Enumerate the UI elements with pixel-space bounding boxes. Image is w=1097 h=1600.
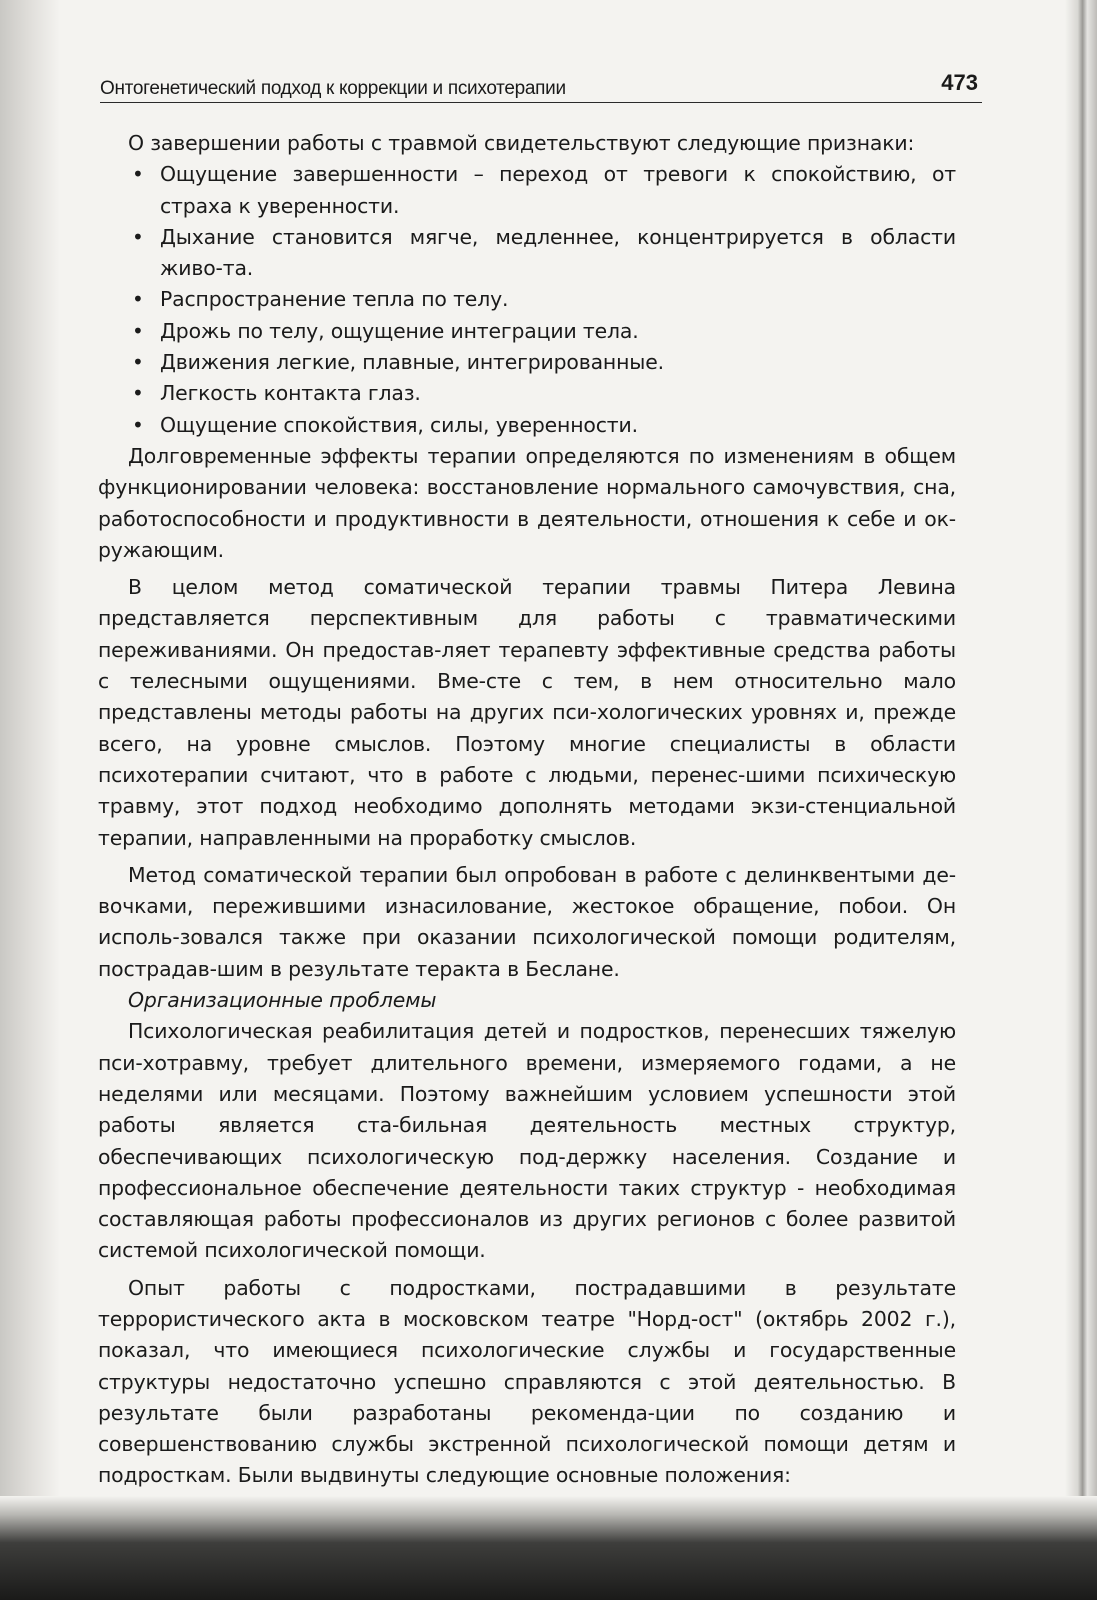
page-body bbox=[98, 128, 956, 1492]
bullet-icon: • bbox=[132, 412, 144, 437]
intro-paragraph: О завершении работы с травмой свидетельствуют следующие признаки: bbox=[128, 131, 915, 155]
page-edge bbox=[1065, 0, 1097, 1600]
paragraph: Психологическая реабилитация детей и подростков, перенесших тяжелую пси-хотравму, требует длительного времени, измеряемого годами, а не неделями или месяцами. Поэтому важнейшим условием успешности этой работы является ста-бильная деятельность местных структур, обеспечивающих психологическую под-держку населения. Создание и профессиональное обеспечение деятельности таких структур - необходимая составляющая работы профессионалов из других регионов с более развитой системой психологической помощи. bbox=[98, 1019, 956, 1263]
spine-shadow bbox=[0, 0, 60, 1600]
bullet-icon: • bbox=[132, 350, 144, 375]
list-item: • Дыхание становится мягче, медленнее, концентрируется в области живо-та. bbox=[98, 222, 956, 285]
bullet-icon: • bbox=[132, 162, 144, 187]
paragraph: В целом метод соматической терапии травмы Питера Левина представляется перспективным для работы с травматическими переживаниями. Он предостав-ляет терапевту эффективные средства работы с телесными ощущениями. Вме-сте с тем, в нем относительно мало представлены методы работы на других пси-хологических уровнях и, прежде всего, на уровне смыслов. Поэтому многие специалисты в области психотерапии считают, что в работе с людьми, перенес-шими психическую травму, этот подход необходимо дополнять методами экзи-стенциальной терапии, направленными на проработку смыслов. bbox=[98, 575, 956, 850]
list-item: • Легкость контакта глаз. bbox=[98, 378, 956, 409]
page-header bbox=[100, 72, 982, 103]
bullet-icon: • bbox=[132, 318, 144, 343]
list-item: • Движения легкие, плавные, интегрированные. bbox=[98, 347, 956, 378]
section-subheading: Организационные проблемы bbox=[128, 988, 437, 1013]
paragraph: Долговременные эффекты терапии определяются по изменениям в общем функционировании человека: восстановление нормального самочувствия, сна, работоспособности и продуктивности в деятельности, отношения к себе и ок-ружающим. bbox=[98, 443, 956, 562]
page-number: 473 bbox=[941, 70, 978, 95]
list-item: • Ощущение завершенности – переход от тревоги к спокойствию, от страха к уверенности. bbox=[98, 159, 956, 222]
paragraph: Метод соматической терапии был опробован в работе с делинквентыми де-вочками, пережившими изнасилование, жестокое обращение, побои. Он исполь-зовался также при оказании психологической помощи родителям, пострадав-шим в результате теракта в Беслане. bbox=[98, 862, 956, 981]
paragraph: Опыт работы с подростками, пострадавшими в результате террористического акта в московском театре "Норд-ост" (октябрь 2002 г.), показал, что имеющиеся психологические службы и государственные структуры недостаточно успешно справляются с этой деятельностью. В результате были разработаны рекоменда-ции по созданию и совершенствованию службы экстренной психологической помощи детям и подросткам. Были выдвинуты следующие основные положения: bbox=[98, 1275, 956, 1488]
running-title: Онтогенетический подход к коррекции и психотерапии bbox=[100, 78, 566, 99]
bullet-icon: • bbox=[132, 224, 144, 249]
scan-bottom-shadow bbox=[0, 1496, 1097, 1600]
list-item: • Распространение тепла по телу. bbox=[98, 284, 956, 315]
list-item: • Дрожь по телу, ощущение интеграции тела. bbox=[98, 316, 956, 347]
list-item: • Ощущение спокойствия, силы, уверенности. bbox=[98, 410, 956, 441]
bullet-icon: • bbox=[132, 381, 144, 406]
signs-list bbox=[98, 159, 956, 441]
bullet-icon: • bbox=[132, 287, 144, 312]
